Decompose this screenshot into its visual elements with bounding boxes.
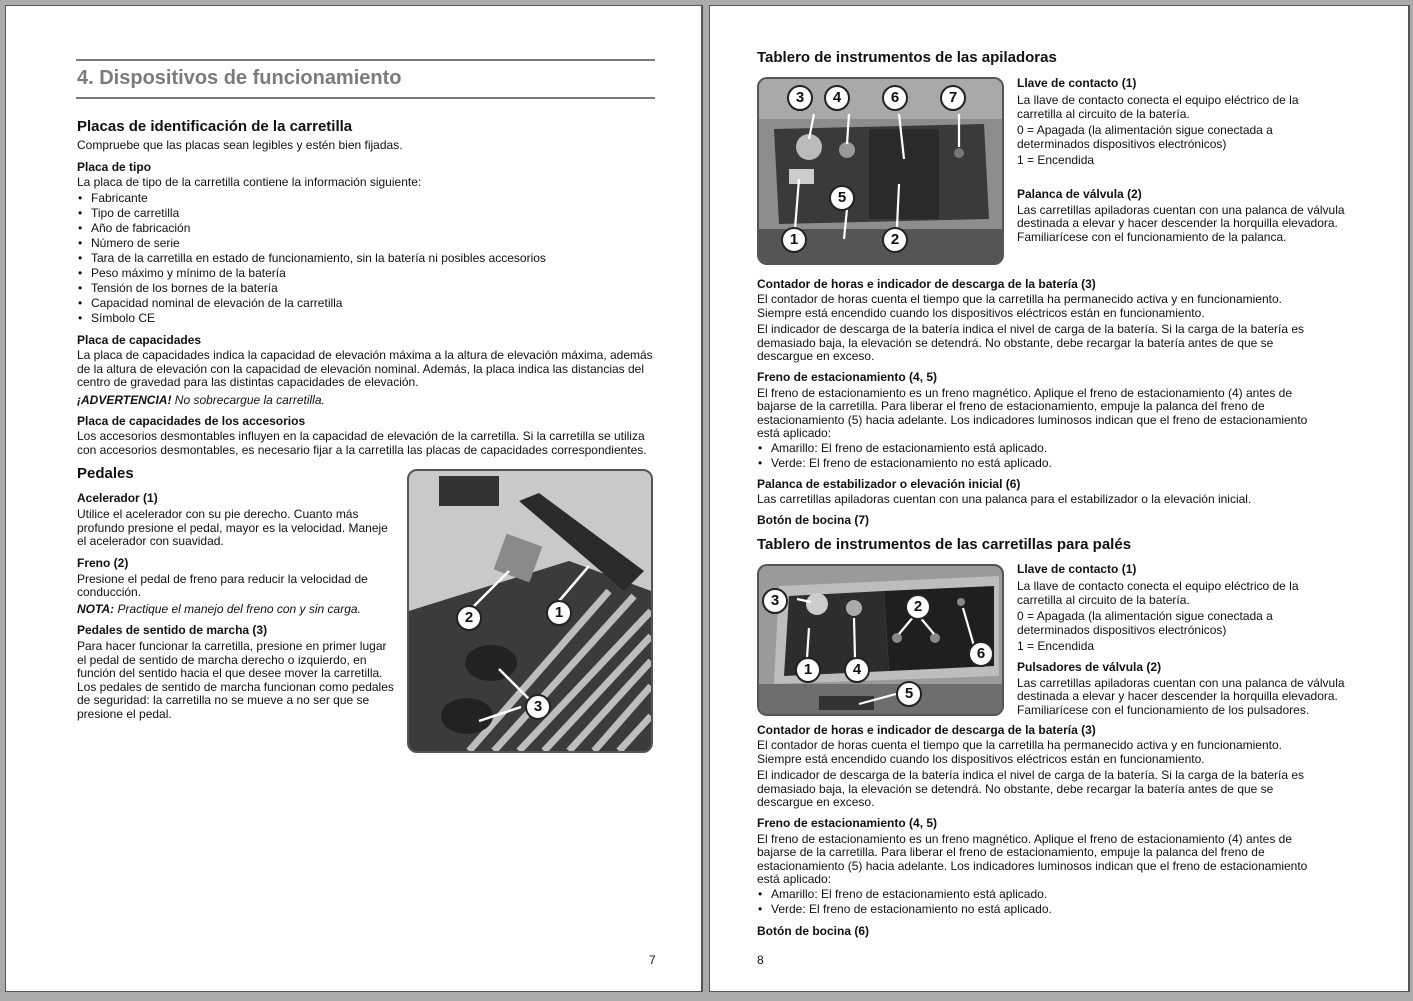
stacker-details — [757, 277, 1327, 527]
section-identification-plates — [77, 118, 657, 457]
type-plate-title: Placa de tipo — [77, 159, 152, 174]
key-switch-title: Llave de contacto (1) — [1017, 562, 1137, 576]
note-label: NOTA: — [77, 601, 115, 616]
stacker-panel-title: Tablero de instrumentos de las apiladoras — [757, 49, 1057, 66]
hour-meter-text-1: El contador de horas cuenta el tiempo que la carretilla ha permanecido activa y en funcionamiento. Siempre está encendido cuando los dispositivos eléctricos están en funcionamiento. — [757, 292, 1282, 320]
parking-brake-list — [757, 441, 1327, 471]
parking-brake-title: Freno de estacionamiento (4, 5) — [757, 369, 938, 384]
type-plate-list — [77, 191, 657, 326]
page-8 — [709, 5, 1410, 992]
accelerator-title: Acelerador (1) — [77, 491, 158, 505]
callout-3: 3 — [762, 588, 788, 614]
callout-2: 2 — [882, 227, 908, 253]
stabilizer-text: Las carretillas apiladoras cuentan con una palanca para el estabilizador o la elevación inicial. — [757, 491, 1252, 506]
capacity-plate-text: La placa de capacidades indica la capacidad de elevación máxima a la altura de elevación máxima, además de la altura de elevación con la capacidad de elevación nominal. Además, la placa indica las distancias del centro de gravedad para las distintas capacidades de elevación. — [77, 348, 653, 389]
pallet-panel-illustration — [759, 566, 1002, 714]
parking-brake-title: Freno de estacionamiento (4, 5) — [757, 815, 938, 830]
list-item: • Amarillo: El freno de estacionamiento está aplicado. — [757, 441, 1327, 456]
list-item: • Año de fabricación — [77, 221, 657, 236]
capacity-plate-title: Placa de capacidades — [77, 333, 202, 347]
brake-title: Freno (2) — [77, 555, 129, 570]
pallet-key-valve-column — [1017, 562, 1347, 717]
list-item: • Tara de la carretilla en estado de funcionamiento, sin la batería ni posibles accesorios — [77, 251, 657, 266]
list-item: • Símbolo CE — [77, 311, 657, 326]
valve-lever-text: Las carretillas apiladoras cuentan con una palanca de válvula destinada a elevar y hacer descender la horquilla elevadora. Familiarícese con el funcionamiento de la palanca. — [1017, 202, 1345, 244]
direction-pedals-text: Para hacer funcionar la carretilla, presione en primer lugar el pedal de sentido de marcha derecho o izquierdo, en función del sentido hacia el que desee mover la carretilla. Los pedales de sentido de marcha funcionan como pedales de seguridad: la carretilla no se mueve a no ser que se presione el pedal. — [77, 639, 394, 721]
type-plate-intro: La placa de tipo de la carretilla contiene la información siguiente: — [77, 174, 422, 189]
direction-pedals-title: Pedales de sentido de marcha (3) — [77, 623, 268, 637]
key-switch-text: La llave de contacto conecta el equipo eléctrico de la carretilla al circuito de la batería. — [1017, 93, 1299, 121]
horn-title: Botón de bocina (6) — [757, 923, 869, 938]
brake-note — [77, 603, 397, 617]
key-switch-on: 1 = Encendida — [1017, 153, 1095, 167]
valve-buttons-title: Pulsadores de válvula (2) — [1017, 659, 1162, 674]
callout-5: 5 — [896, 681, 922, 707]
callout-1: 1 — [781, 227, 807, 253]
chapter-title: 4. Dispositivos de funcionamiento — [77, 67, 402, 89]
warning-text: No sobrecargue la carretilla. — [171, 392, 325, 407]
chapter-rule-bottom — [76, 97, 655, 99]
key-switch-off: 0 = Apagada (la alimentación sigue conectada a determinados dispositivos electrónicos) — [1017, 123, 1273, 151]
hour-meter-text-2: El indicador de descarga de la batería indica el nivel de carga de la batería. Si la carga de la batería es demasiado baja, la elevación se detendrá. No obstante, debe recargar la batería antes de que se descargue en exceso. — [757, 322, 1305, 363]
note-text: Practique el manejo del freno con y sin carga. — [114, 601, 361, 616]
section-intro: Compruebe que las placas sean legibles y estén bien fijadas. — [77, 138, 403, 152]
key-switch-on: 1 = Encendida — [1017, 639, 1095, 653]
parking-brake-text: El freno de estacionamiento es un freno magnético. Aplique el freno de estacionamiento (4) antes de bajarse de la carretilla. Para liberar el freno de estacionamiento, empuje la palanca del freno de estacionamiento (5) hacia adelante. Los indicadores luminosos indican que el freno de estacionamiento está aplicado: — [757, 385, 1308, 440]
accessory-plate-text: Los accesorios desmontables influyen en la capacidad de elevación de la carretilla. Si la carretilla se utiliza con accesorios desmontables, es necesario fijar a la carretilla las placas de capacidades correspondientes. — [77, 429, 647, 457]
key-switch-off: 0 = Apagada (la alimentación sigue conectada a determinados dispositivos electrónicos) — [1017, 609, 1273, 637]
page-number: 7 — [649, 953, 656, 967]
hour-meter-title: Contador de horas e indicador de descarga de la batería (3) — [757, 277, 1096, 291]
accessory-plate-title: Placa de capacidades de los accesorios — [77, 414, 306, 428]
callout-4: 4 — [844, 657, 870, 683]
stacker-panel-photo — [757, 77, 1004, 265]
hour-meter-text-2: El indicador de descarga de la batería indica el nivel de carga de la batería. Si la carga de la batería es demasiado baja, la elevación se detendrá. No obstante, debe recargar la batería antes de que se descargue en exceso. — [757, 768, 1305, 809]
callout-4: 4 — [824, 85, 850, 111]
list-item: • Peso máximo y mínimo de la batería — [77, 266, 657, 281]
key-switch-text: La llave de contacto conecta el equipo eléctrico de la carretilla al circuito de la batería. — [1017, 579, 1299, 607]
horn-title: Botón de bocina (7) — [757, 513, 869, 527]
callout-1: 1 — [795, 657, 821, 683]
warning-label: ¡ADVERTENCIA! — [77, 392, 172, 407]
list-item: • Capacidad nominal de elevación de la carretilla — [77, 296, 657, 311]
section-title: Placas de identificación de la carretilla — [77, 118, 353, 135]
list-item: • Verde: El freno de estacionamiento no está aplicado. — [757, 902, 1327, 917]
hour-meter-title: Contador de horas e indicador de descarga de la batería (3) — [757, 723, 1096, 737]
section-title: Pedales — [77, 465, 134, 482]
stabilizer-title: Palanca de estabilizador o elevación inicial (6) — [757, 476, 1021, 491]
hour-meter-text-1: El contador de horas cuenta el tiempo que la carretilla ha permanecido activa y en funcionamiento. Siempre está encendido cuando los dispositivos eléctricos están en funcionamiento. — [757, 738, 1282, 766]
callout-2: 2 — [905, 594, 931, 620]
stacker-key-valve-column — [1017, 76, 1347, 244]
list-item: • Amarillo: El freno de estacionamiento está aplicado. — [757, 887, 1327, 902]
callout-7: 7 — [940, 85, 966, 111]
list-item: • Tipo de carretilla — [77, 206, 657, 221]
page-number: 8 — [757, 953, 764, 967]
callout-6: 6 — [882, 85, 908, 111]
valve-lever-title: Palanca de válvula (2) — [1017, 186, 1142, 201]
callout-3: 3 — [787, 85, 813, 111]
valve-buttons-text: Las carretillas apiladoras cuentan con una palanca de válvula destinada a elevar y hacer descender la horquilla elevadora. Familiarícese con el funcionamiento de los pulsadores. — [1017, 675, 1345, 717]
callout-3: 3 — [525, 694, 551, 720]
callout-1: 1 — [546, 600, 572, 626]
list-item: • Tensión de los bornes de la batería — [77, 281, 657, 296]
page-7 — [5, 5, 703, 992]
list-item: • Número de serie — [77, 236, 657, 251]
callout-2: 2 — [456, 605, 482, 631]
accelerator-text: Utilice el acelerador con su pie derecho. Cuanto más profundo presione el pedal, mayor es la velocidad. Maneje el acelerador con suavidad. — [77, 507, 388, 548]
chapter-rule-top — [76, 59, 655, 61]
parking-brake-text: El freno de estacionamiento es un freno magnético. Aplique el freno de estacionamiento (4) antes de bajarse de la carretilla. Para liberar el freno de estacionamiento, empuje la palanca del freno de estacionamiento (5) hacia adelante. Los indicadores luminosos indican que el freno de estacionamiento está aplicado: — [757, 831, 1308, 886]
pallet-panel-title: Tablero de instrumentos de las carretillas para palés — [757, 536, 1132, 553]
callout-5: 5 — [829, 185, 855, 211]
list-item: • Fabricante — [77, 191, 657, 206]
brake-text: Presione el pedal de freno para reducir la velocidad de conducción. — [77, 571, 368, 599]
capacity-warning — [77, 394, 657, 408]
section-pedals — [77, 465, 397, 721]
pallet-details — [757, 723, 1327, 938]
key-switch-title: Llave de contacto (1) — [1017, 76, 1137, 90]
callout-6: 6 — [968, 641, 994, 667]
pallet-panel-photo — [757, 564, 1004, 716]
pedals-photo — [407, 469, 653, 753]
parking-brake-list — [757, 887, 1327, 917]
list-item: • Verde: El freno de estacionamiento no está aplicado. — [757, 456, 1327, 471]
